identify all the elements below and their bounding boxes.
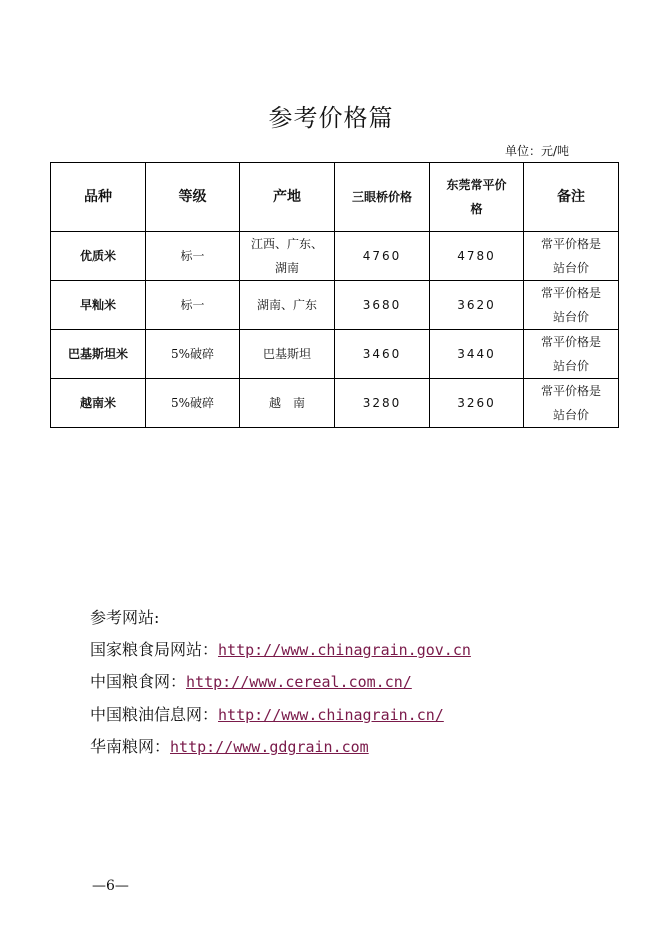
site-link[interactable]: http://www.chinagrain.cn/ — [218, 705, 444, 724]
cell-origin: 湖南、广东 — [240, 281, 335, 330]
cell-sanyanqiao-price: 3280 — [335, 379, 430, 428]
cell-sanyanqiao-price: 3680 — [335, 281, 430, 330]
table-row — [51, 330, 619, 379]
cell-note: 常平价格是站台价 — [524, 379, 619, 428]
cell-sanyanqiao-price: 3460 — [335, 330, 430, 379]
cell-variety: 优质米 — [51, 232, 146, 281]
page-title: 参考价格篇 — [268, 104, 394, 132]
unit-label: 单位：元/吨 — [505, 144, 570, 158]
cell-note: 常平价格是站台价 — [524, 330, 619, 379]
header-variety: 品种 — [51, 163, 146, 232]
cell-grade: 5%破碎 — [146, 379, 240, 428]
site-link[interactable]: http://www.chinagrain.gov.cn — [218, 640, 471, 659]
cell-changping-price: 3440 — [430, 330, 524, 379]
header-origin: 产地 — [240, 163, 335, 232]
table-row — [51, 281, 619, 330]
cell-note: 常平价格是站台价 — [524, 281, 619, 330]
page-number: —6— — [92, 878, 129, 894]
site-link[interactable]: http://www.gdgrain.com — [170, 738, 369, 756]
cell-grade: 5%破碎 — [146, 330, 240, 379]
reference-site-row — [90, 666, 471, 699]
header-note: 备注 — [524, 163, 619, 232]
reference-site-row — [90, 634, 471, 667]
table-header-row — [51, 163, 619, 232]
table-row — [51, 232, 619, 281]
reference-site-row — [90, 731, 471, 764]
cell-changping-price: 3260 — [430, 379, 524, 428]
cell-sanyanqiao-price: 4760 — [335, 232, 430, 281]
site-name: 中国粮油信息网： — [90, 704, 219, 724]
site-name: 华南粮网： — [90, 737, 171, 756]
cell-origin: 越 南 — [240, 379, 335, 428]
cell-changping-price: 4780 — [430, 232, 524, 281]
cell-grade: 标一 — [146, 232, 240, 281]
header-changping-price: 东莞常平价格 — [430, 163, 524, 232]
site-name: 中国粮食网： — [90, 672, 187, 691]
cell-variety: 早籼米 — [51, 281, 146, 330]
table-row — [51, 379, 619, 428]
cell-variety: 巴基斯坦米 — [51, 330, 146, 379]
cell-note: 常平价格是站台价 — [524, 232, 619, 281]
reference-site-row — [90, 699, 471, 732]
site-link[interactable]: http://www.cereal.com.cn/ — [186, 673, 412, 691]
site-name: 国家粮食局网站： — [90, 639, 219, 659]
cell-changping-price: 3620 — [430, 281, 524, 330]
reference-sites — [90, 602, 471, 764]
cell-variety: 越南米 — [51, 379, 146, 428]
cell-grade: 标一 — [146, 281, 240, 330]
header-grade: 等级 — [146, 163, 240, 232]
cell-origin: 江西、广东、湖南 — [240, 232, 335, 281]
price-table — [50, 162, 619, 428]
header-sanyanqiao-price: 三眼桥价格 — [335, 163, 430, 232]
reference-heading: 参考网站: — [90, 608, 160, 627]
cell-origin: 巴基斯坦 — [240, 330, 335, 379]
